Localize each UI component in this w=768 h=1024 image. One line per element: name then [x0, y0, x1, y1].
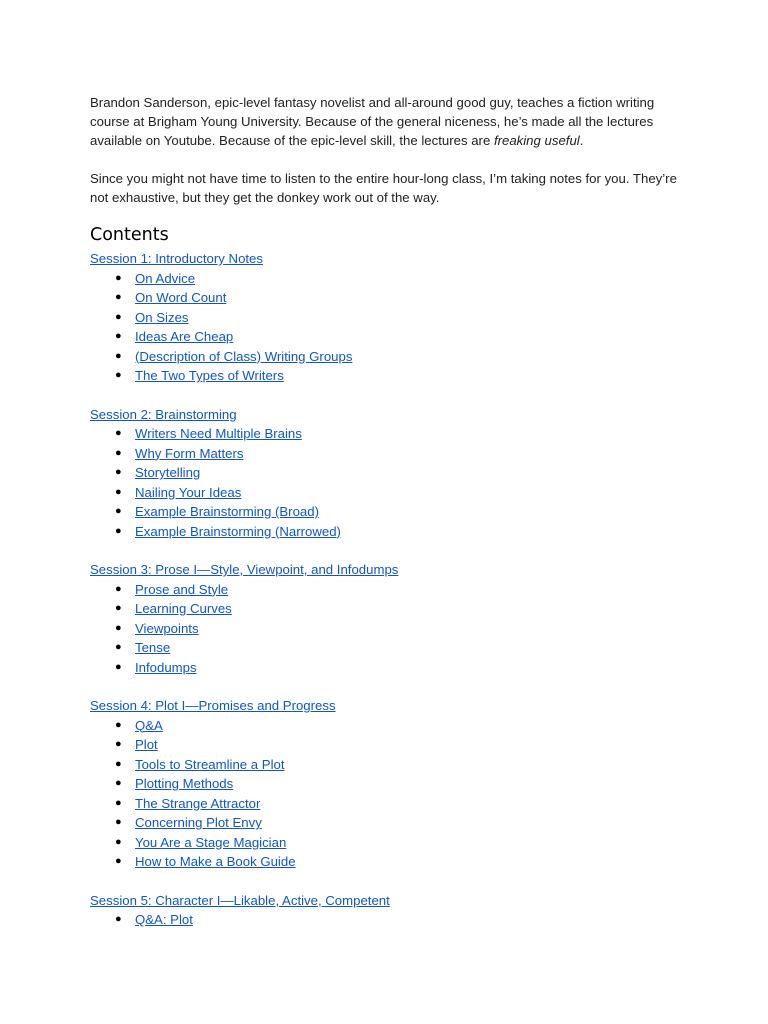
topic-link[interactable]: How to Make a Book Guide [135, 854, 296, 869]
list-item [90, 755, 690, 775]
list-item [90, 444, 690, 464]
contents-heading: Contents [90, 225, 169, 245]
bullet-icon: ● [115, 621, 122, 634]
intro-paragraph-2: Since you might not have time to listen to the entire hour-long class, I’m taking notes for you. They’re not exhaustive, but they get the donkey work out of the way. [90, 171, 677, 205]
intro-emphasis: freaking useful [493, 133, 580, 148]
topic-link[interactable]: Storytelling [135, 465, 201, 480]
list-item [90, 735, 690, 755]
session-4-link[interactable]: Session 4: Plot I—Promises and Progress [90, 698, 336, 713]
bullet-icon: ● [115, 835, 122, 848]
list-item [90, 288, 690, 308]
bullet-icon: ● [115, 777, 122, 789]
list-item [90, 502, 690, 522]
list-item [90, 910, 690, 930]
toc-session-4 [90, 696, 690, 872]
bullet-icon: ● [115, 466, 122, 478]
list-item [90, 599, 690, 619]
bullet-icon: ● [115, 757, 122, 770]
bullet-icon: ● [115, 641, 122, 653]
list-item [90, 658, 690, 678]
bullet-icon: ● [115, 330, 122, 342]
topic-link[interactable]: Plot [135, 737, 158, 752]
bullet-icon: ● [115, 602, 122, 614]
topic-link[interactable]: You Are a Stage Magician [135, 834, 287, 850]
list-item [90, 308, 690, 328]
bullet-icon: ● [115, 913, 122, 925]
intro-paragraph-1-text: Brandon Sanderson, epic-level fantasy novelist and all-around good guy, teaches a fiction writing course at Brigham Young University. Because of the general niceness, he’s made all the lectures available on Youtube. Because of the epic-level skill, the lectures are [90, 95, 655, 148]
document-page [90, 93, 690, 930]
list-item [90, 716, 690, 736]
list-item [90, 774, 690, 794]
session-4-topic-list [90, 716, 690, 872]
session-3-topic-list [90, 580, 690, 678]
bullet-icon: ● [115, 660, 122, 673]
list-item [90, 424, 690, 444]
bullet-icon: ● [115, 524, 122, 537]
toc-session-2 [90, 405, 690, 542]
session-5-link[interactable]: Session 5: Character I—Likable, Active, Competent [90, 892, 390, 908]
topic-link[interactable]: Example Brainstorming (Narrowed) [135, 523, 341, 539]
toc-session-5 [90, 891, 690, 930]
session-2-link[interactable]: Session 2: Brainstorming [90, 406, 237, 422]
session-3-link[interactable]: Session 3: Prose I—Style, Viewpoint, and Infodumps [90, 562, 399, 577]
bullet-icon: ● [115, 310, 122, 323]
topic-link[interactable]: Writers Need Multiple Brains [135, 426, 302, 441]
bullet-icon: ● [115, 485, 122, 498]
bullet-icon: ● [115, 855, 122, 867]
session-1-link[interactable]: Session 1: Introductory Notes [90, 251, 263, 266]
toc-session-1 [90, 249, 690, 386]
intro-section [90, 93, 690, 207]
list-item [90, 366, 690, 386]
bullet-icon: ● [115, 796, 122, 809]
list-item [90, 619, 690, 639]
list-item [90, 794, 690, 814]
list-item [90, 638, 690, 658]
bullet-icon: ● [115, 582, 122, 595]
bullet-icon: ● [115, 349, 122, 362]
topic-link[interactable]: (Description of Class) Writing Groups [135, 348, 353, 364]
topic-link[interactable]: Tools to Streamline a Plot [135, 756, 285, 772]
topic-link[interactable]: Concerning Plot Envy [135, 815, 262, 830]
topic-link[interactable]: On Advice [135, 270, 196, 286]
topic-link[interactable]: Learning Curves [135, 601, 232, 616]
bullet-icon: ● [115, 369, 122, 381]
list-item [90, 833, 690, 853]
list-item [90, 852, 690, 872]
list-item [90, 347, 690, 367]
session-5-topic-list [90, 910, 690, 930]
bullet-icon: ● [115, 738, 122, 750]
topic-link[interactable]: The Two Types of Writers [135, 368, 284, 383]
table-of-contents [90, 249, 690, 930]
topic-link[interactable]: Tense [135, 640, 171, 655]
session-1-topic-list [90, 269, 690, 386]
bullet-icon: ● [115, 446, 122, 459]
bullet-icon: ● [115, 718, 122, 731]
topic-link[interactable]: Infodumps [135, 659, 197, 675]
bullet-icon: ● [115, 291, 122, 303]
topic-link[interactable]: Ideas Are Cheap [135, 329, 234, 344]
intro-paragraph-1 [90, 93, 690, 150]
topic-link[interactable]: Plotting Methods [135, 776, 234, 791]
toc-session-3 [90, 560, 690, 677]
topic-link[interactable]: The Strange Attractor [135, 795, 261, 811]
list-item [90, 327, 690, 347]
list-item [90, 463, 690, 483]
session-2-topic-list [90, 424, 690, 541]
topic-link[interactable]: On Word Count [135, 290, 227, 305]
intro-paragraph-1-end: . [579, 133, 584, 148]
bullet-icon: ● [115, 816, 122, 828]
list-item [90, 483, 690, 503]
list-item [90, 580, 690, 600]
topic-link[interactable]: Prose and Style [135, 581, 229, 597]
bullet-icon: ● [115, 427, 122, 439]
topic-link[interactable]: Q&A: Plot [135, 912, 193, 927]
bullet-icon: ● [115, 271, 122, 284]
list-item [90, 522, 690, 542]
topic-link[interactable]: On Sizes [135, 309, 189, 325]
topic-link[interactable]: Viewpoints [135, 620, 199, 636]
topic-link[interactable]: Why Form Matters [135, 445, 244, 461]
list-item [90, 269, 690, 289]
topic-link[interactable]: Nailing Your Ideas [135, 484, 242, 500]
topic-link[interactable]: Q&A [135, 717, 163, 733]
topic-link[interactable]: Example Brainstorming (Broad) [135, 504, 319, 519]
bullet-icon: ● [115, 505, 122, 517]
list-item [90, 813, 690, 833]
